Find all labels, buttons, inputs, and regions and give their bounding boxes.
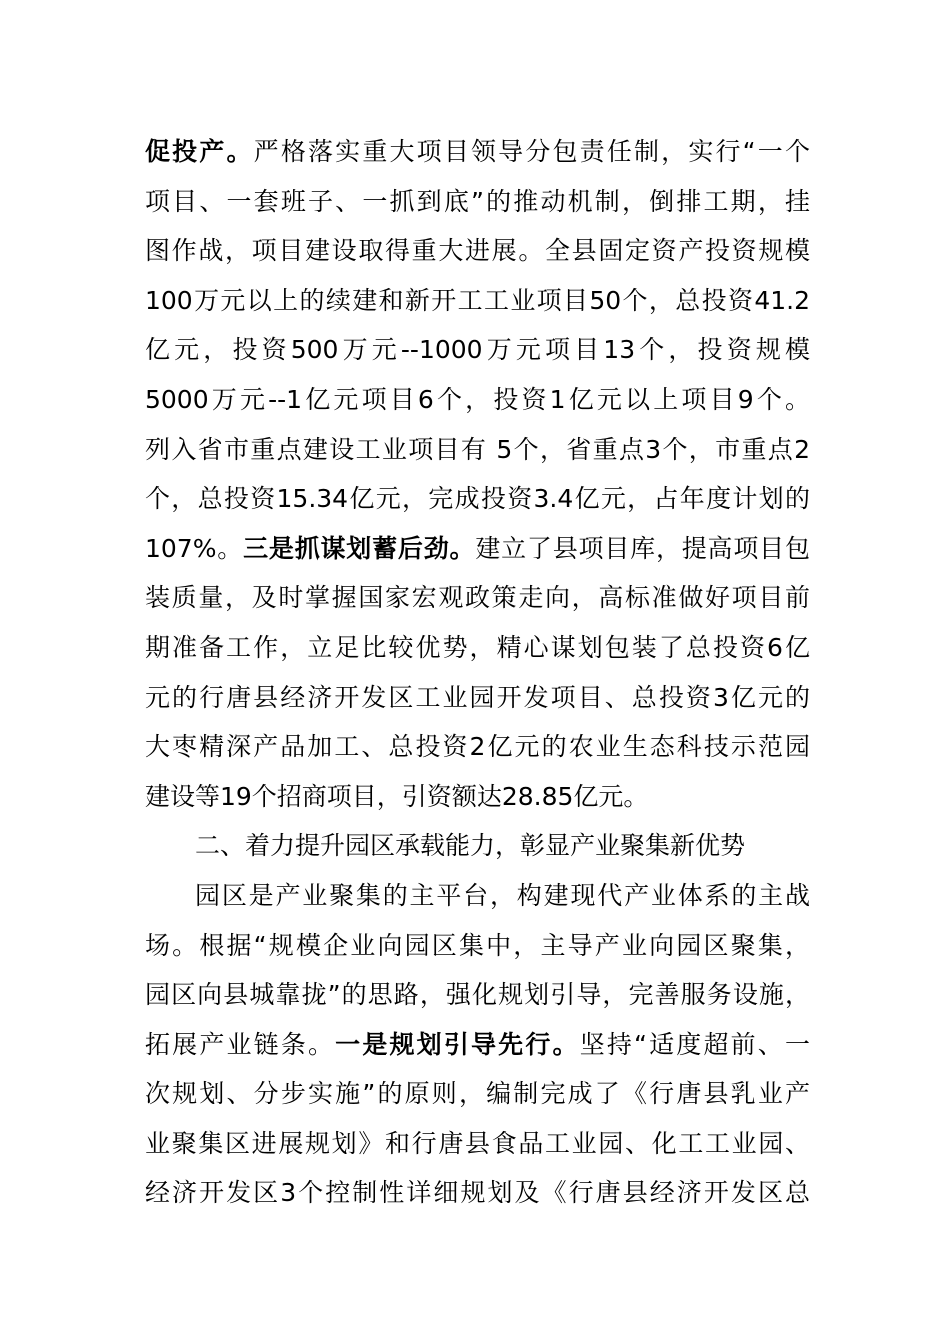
text-line: 期准备工作，立足比较优势，精心谋划包装了总投资6亿 bbox=[145, 632, 810, 662]
text-run: 建立了县项目库，提高项目包 bbox=[475, 533, 810, 563]
text-line: 图作战，项目建设取得重大进展。全县固定资产投资规模 bbox=[145, 236, 810, 266]
text-line: 5000万元--1亿元项目6个，投资1亿元以上项目9个。 bbox=[145, 384, 810, 414]
text-line: 元的行唐县经济开发区工业园开发项目、总投资3亿元的 bbox=[145, 682, 810, 712]
text-line bbox=[145, 127, 810, 177]
text-line: 园区向县城靠拢”的思路，强化规划引导，完善服务设施， bbox=[145, 980, 810, 1010]
text-line: 次规划、分步实施”的原则，编制完成了《行唐县乳业产 bbox=[145, 1079, 810, 1109]
text-line: 业聚集区进展规划》和行唐县食品工业园、化工工业园、 bbox=[145, 1128, 810, 1158]
text-run: 严格落实重大项目领导分包责任制，实行“一个 bbox=[253, 137, 810, 166]
text-line: 建设等19个招商项目，引资额达28.85亿元。 bbox=[145, 781, 649, 811]
text-line bbox=[145, 524, 810, 574]
text-line bbox=[145, 1020, 810, 1070]
text-line: 经济开发区3个控制性详细规划及《行唐县经济开发区总 bbox=[145, 1178, 810, 1208]
text-line: 大枣精深产品加工、总投资2亿元的农业生态科技示范园 bbox=[145, 732, 810, 762]
text-line: 列入省市重点建设工业项目有 5个，省重点3个，市重点2 bbox=[145, 434, 810, 464]
bold-phrase: 一是规划引导先行。 bbox=[335, 1029, 580, 1059]
text-run: 107%。 bbox=[145, 533, 244, 563]
text-line: 场。根据“规模企业向园区集中，主导产业向园区聚集， bbox=[145, 930, 810, 960]
text-line: 园区是产业聚集的主平台，构建现代产业体系的主战 bbox=[195, 880, 810, 910]
bold-phrase: 促投产。 bbox=[145, 137, 254, 166]
body-text bbox=[145, 127, 810, 1218]
section-heading: 二、着力提升园区承载能力，彰显产业聚集新优势 bbox=[195, 831, 746, 861]
text-line: 100万元以上的续建和新开工工业项目50个，总投资41.2 bbox=[145, 285, 810, 315]
text-line: 项目、一套班子、一抓到底”的推动机制，倒排工期，挂 bbox=[145, 186, 810, 216]
text-line: 亿元，投资500万元--1000万元项目13个，投资规模 bbox=[145, 335, 810, 365]
text-line: 装质量，及时掌握国家宏观政策走向，高标准做好项目前 bbox=[145, 583, 810, 613]
text-line: 个，总投资15.34亿元，完成投资3.4亿元，占年度计划的 bbox=[145, 484, 810, 514]
text-run: 坚持“适度超前、一 bbox=[579, 1029, 810, 1059]
text-run: 拓展产业链条。 bbox=[145, 1029, 336, 1059]
bold-phrase: 三是抓谋划蓄后劲。 bbox=[243, 533, 476, 563]
